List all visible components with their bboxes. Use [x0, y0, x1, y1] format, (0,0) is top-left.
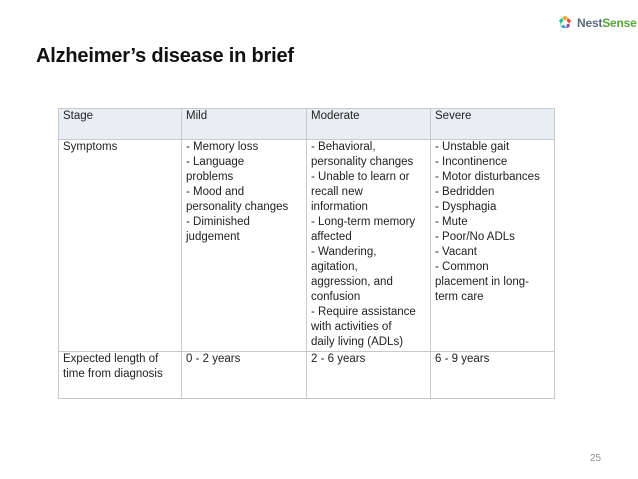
cell-line: time from diagnosis: [63, 368, 163, 380]
cell-line: - Long-term memory: [311, 216, 416, 228]
brand-name: [577, 16, 637, 30]
row-label-expected-length: [59, 352, 182, 399]
cell-moderate-duration: 2 - 6 years: [307, 352, 431, 399]
cell-mild-duration: 0 - 2 years: [182, 352, 307, 399]
cell-line: - Vacant: [435, 246, 477, 258]
table-row-symptoms: [59, 140, 555, 352]
cell-line: - Poor/No ADLs: [435, 231, 515, 243]
cell-line: with activities of: [311, 321, 392, 333]
slide-title: Alzheimer’s disease in brief: [36, 45, 294, 67]
cell-line: - Unstable gait: [435, 141, 510, 153]
cell-line: - Unable to learn or: [311, 171, 410, 183]
cell-line: - Language: [186, 156, 245, 168]
symptoms-label: Symptoms: [63, 141, 118, 153]
cell-line: - Behavioral,: [311, 141, 376, 153]
cell-line: placement in long-: [435, 276, 529, 288]
cell-line: - Mood and: [186, 186, 245, 198]
cell-line: judgement: [186, 231, 240, 243]
cell-line: - Motor disturbances: [435, 171, 540, 183]
cell-line: - Common: [435, 261, 489, 273]
brand-name-nest: Nest: [577, 16, 603, 30]
stages-table: [58, 108, 555, 399]
cell-mild-symptoms: [182, 140, 307, 352]
cell-line: - Incontinence: [435, 156, 508, 168]
hexagon-flower-logo-icon: [556, 14, 574, 32]
cell-line: aggression, and: [311, 276, 393, 288]
header-mild: Mild: [182, 109, 307, 140]
cell-line: - Wandering,: [311, 246, 377, 258]
cell-line: personality changes: [311, 156, 414, 168]
row-label-symptoms: [59, 140, 182, 352]
cell-line: recall new: [311, 186, 363, 198]
table-row-expected-length: [59, 352, 555, 399]
cell-line: Expected length of: [63, 353, 159, 365]
cell-severe-symptoms: [431, 140, 555, 352]
brand-logo: [556, 14, 637, 32]
cell-moderate-symptoms: [307, 140, 431, 352]
cell-line: daily living (ADLs): [311, 336, 404, 348]
cell-line: - Memory loss: [186, 141, 259, 153]
cell-line: term care: [435, 291, 484, 303]
cell-line: problems: [186, 171, 234, 183]
header-moderate: Moderate: [307, 109, 431, 140]
cell-line: affected: [311, 231, 352, 243]
header-severe: Severe: [431, 109, 555, 140]
cell-line: - Bedridden: [435, 186, 495, 198]
cell-line: agitation,: [311, 261, 358, 273]
cell-line: - Dysphagia: [435, 201, 497, 213]
header-stage: Stage: [59, 109, 182, 140]
page-number: 25: [590, 453, 602, 464]
cell-line: - Mute: [435, 216, 468, 228]
cell-line: confusion: [311, 291, 361, 303]
cell-line: - Require assistance: [311, 306, 416, 318]
cell-severe-duration: 6 - 9 years: [431, 352, 555, 399]
cell-line: personality changes: [186, 201, 289, 213]
brand-name-sense: Sense: [602, 16, 637, 30]
table-header-row: [59, 109, 555, 140]
cell-line: - Diminished: [186, 216, 250, 228]
cell-line: information: [311, 201, 368, 213]
